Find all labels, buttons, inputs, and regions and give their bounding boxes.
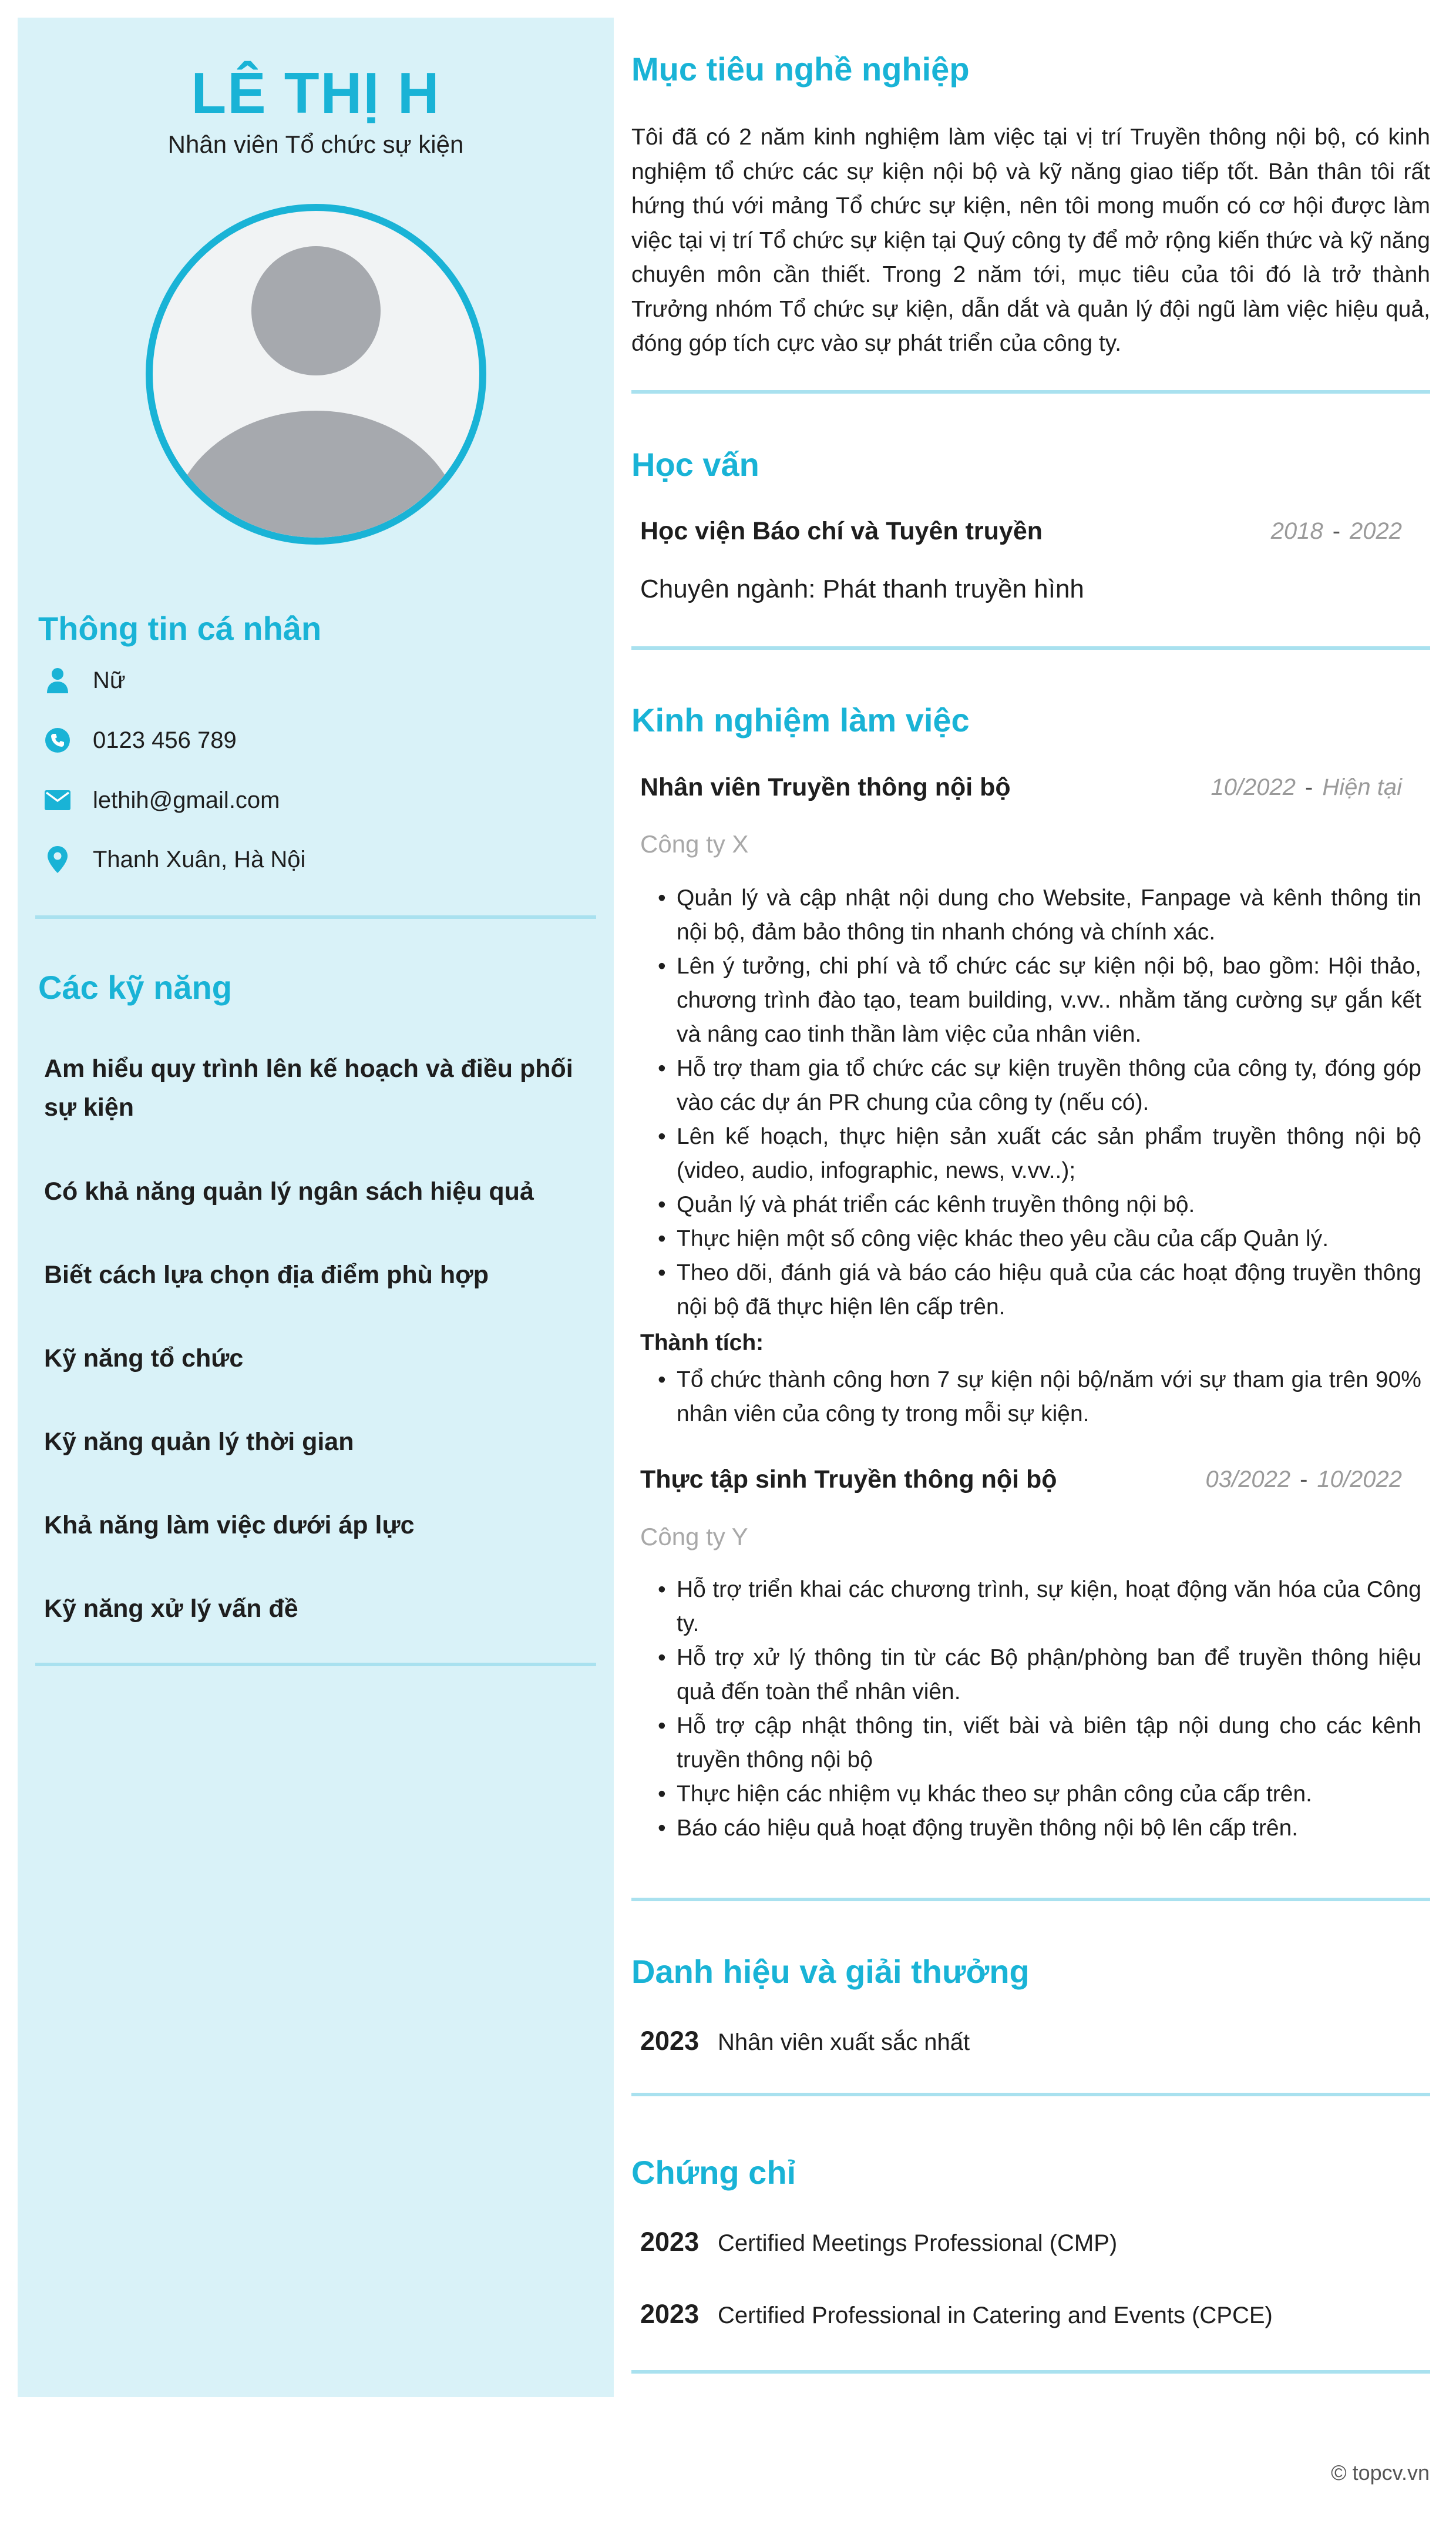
list-item: • Quản lý và cập nhật nội dung cho Website, Fanpage và kênh thông tin nội bộ, đảm bảo thông tin nhanh chóng và chính xác. xyxy=(658,881,1421,949)
list-item: • Tổ chức thành công hơn 7 sự kiện nội bộ/năm với sự tham gia trên 90% nhân viên của công ty trong mỗi sự kiện. xyxy=(658,1363,1421,1431)
job-title: Nhân viên Truyền thông nội bộ xyxy=(640,773,1011,801)
date-end: 2022 xyxy=(1350,518,1402,544)
skill-item: Biết cách lựa chọn địa điểm phù hợp xyxy=(44,1261,489,1289)
section-divider xyxy=(631,646,1430,650)
skill-item: Có khả năng quản lý ngân sách hiệu quả xyxy=(44,1177,534,1206)
list-item: • Lên kế hoạch, thực hiện sản xuất các sản phẩm truyền thông nội bộ (video, audio, infographic, news, v.vv..); xyxy=(658,1120,1421,1188)
list-item: • Quản lý và phát triển các kênh truyền thông nội bộ. xyxy=(658,1188,1421,1222)
skill-item: Khả năng làm việc dưới áp lực xyxy=(44,1511,415,1539)
list-item: • Theo dõi, đánh giá và báo cáo hiệu quả của các hoạt động truyền thông nội bộ đã thực hiện lên cấp trên. xyxy=(658,1256,1421,1324)
job-title: Thực tập sinh Truyền thông nội bộ xyxy=(640,1465,1057,1493)
list-item: • Hỗ trợ cập nhật thông tin, viết bài và biên tập nội dung cho các kênh truyền thông nội bộ xyxy=(658,1709,1421,1777)
gender-value: Nữ xyxy=(93,667,126,693)
section-divider xyxy=(631,390,1430,394)
date-end: Hiện tại xyxy=(1322,774,1402,800)
skill-item: Kỹ năng tổ chức xyxy=(44,1344,244,1372)
email-value[interactable]: lethih@gmail.com xyxy=(93,787,280,813)
experience-heading: Kinh nghiệm làm việc xyxy=(631,702,970,739)
skill-item: Am hiểu quy trình lên kế hoạch và điều phối sự kiện xyxy=(44,1055,573,1122)
list-item: • Hỗ trợ triển khai các chương trình, sự kiện, hoạt động văn hóa của Công ty. xyxy=(658,1573,1421,1641)
education-school: Học viện Báo chí và Tuyên truyền xyxy=(640,517,1043,545)
phone-value[interactable]: 0123 456 789 xyxy=(93,727,237,753)
list-item: • Hỗ trợ xử lý thông tin từ các Bộ phận/phòng ban để truyền thông hiệu quả đến toàn thể nhân viên. xyxy=(658,1641,1421,1709)
skills-heading: Các kỹ năng xyxy=(38,969,232,1006)
section-divider xyxy=(631,2370,1430,2374)
objective-text: Tôi đã có 2 năm kinh nghiệm làm việc tại vị trí Truyền thông nội bộ, có kinh nghiệm tổ chức các sự kiện nội bộ và kỹ năng giao tiếp tốt. Bản thân tôi rất hứng thú với mảng Tổ chức sự kiện, nên tôi mong muốn có cơ hội được làm việc tại vị trí Tổ chức sự kiện tại Quý công ty để mở rộng kiến thức và kỹ năng chuyên môn cần thiết. Trong 2 năm tới, mục tiêu của tôi đó là trở thành Trưởng nhóm Tổ chức sự kiện, dẫn dắt và quản lý đội ngũ làm việc hiệu quả, đóng góp tích cực vào sự phát triển của công ty. xyxy=(631,125,1430,356)
date-start: 10/2022 xyxy=(1210,774,1296,800)
candidate-title: Nhân viên Tổ chức sự kiện xyxy=(167,130,464,158)
list-item: • Báo cáo hiệu quả hoạt động truyền thông nội bộ lên cấp trên. xyxy=(658,1811,1421,1845)
email-icon xyxy=(41,784,74,817)
location-icon xyxy=(41,843,74,876)
achievements-label: Thành tích: xyxy=(640,1330,764,1355)
avatar-placeholder-body xyxy=(169,411,463,545)
certificate-item xyxy=(640,2299,1273,2330)
list-item: • Hỗ trợ tham gia tổ chức các sự kiện truyền thông của công ty, đóng góp vào các dự án PR chung của công ty (nếu có). xyxy=(658,1052,1421,1120)
date-start: 2018 xyxy=(1270,518,1323,544)
certificates-heading: Chứng chỉ xyxy=(631,2154,796,2191)
awards-heading: Danh hiệu và giải thưởng xyxy=(631,1953,1030,1990)
job-company: Công ty X xyxy=(640,830,749,858)
award-text: Nhân viên xuất sắc nhất xyxy=(718,2029,970,2055)
personal-info-heading: Thông tin cá nhân xyxy=(38,610,322,647)
section-divider xyxy=(631,1898,1430,1901)
candidate-name: LÊ THỊ H xyxy=(191,61,441,125)
date-end: 10/2022 xyxy=(1317,1466,1402,1492)
job-bullets xyxy=(658,881,1421,1324)
address-value: Thanh Xuân, Hà Nội xyxy=(93,846,306,872)
job-dates: 03/2022 - 10/2022 xyxy=(1205,1466,1402,1492)
skill-item: Kỹ năng quản lý thời gian xyxy=(44,1428,354,1456)
certificate-text: Certified Professional in Catering and Events (CPCE) xyxy=(718,2303,1273,2328)
sidebar-divider xyxy=(35,1663,596,1666)
info-address xyxy=(41,842,305,877)
education-major: Chuyên ngành: Phát thanh truyền hình xyxy=(640,575,1084,603)
certificate-year: 2023 xyxy=(640,2227,700,2257)
avatar-placeholder-head xyxy=(251,246,381,375)
info-gender xyxy=(41,663,126,698)
date-start: 03/2022 xyxy=(1205,1466,1291,1492)
sidebar-divider xyxy=(35,915,596,919)
certificate-item xyxy=(640,2227,1117,2257)
certificate-text: Certified Meetings Professional (CMP) xyxy=(718,2230,1118,2256)
phone-icon xyxy=(41,724,74,757)
job-bullets xyxy=(658,1573,1421,1845)
objective-heading: Mục tiêu nghề nghiệp xyxy=(631,51,970,88)
avatar[interactable] xyxy=(146,204,486,545)
person-icon xyxy=(41,664,74,697)
award-year: 2023 xyxy=(640,2026,700,2056)
certificate-year: 2023 xyxy=(640,2299,700,2329)
job-company: Công ty Y xyxy=(640,1523,748,1550)
education-dates: 2018 - 2022 xyxy=(1270,518,1402,544)
achievements-list xyxy=(658,1363,1421,1431)
list-item: • Thực hiện một số công việc khác theo yêu cầu của cấp Quản lý. xyxy=(658,1222,1421,1256)
job-dates: 10/2022 - Hiện tại xyxy=(1210,774,1402,800)
skill-item: Kỹ năng xử lý vấn đề xyxy=(44,1595,298,1623)
list-item: • Lên ý tưởng, chi phí và tổ chức các sự kiện nội bộ, bao gồm: Hội thảo, chương trình đào tạo, team building, v.vv.. nhằm tăng cường sự gắn kết và nâng cao tinh thần làm việc của nhân viên. xyxy=(658,949,1421,1052)
sidebar xyxy=(18,18,614,2397)
section-divider xyxy=(631,2093,1430,2096)
info-phone xyxy=(41,723,237,758)
award-item xyxy=(640,2026,970,2056)
education-heading: Học vấn xyxy=(631,446,759,483)
list-item: • Thực hiện các nhiệm vụ khác theo sự phân công của cấp trên. xyxy=(658,1777,1421,1811)
footer-credit[interactable]: © topcv.vn xyxy=(1331,2461,1430,2485)
info-email xyxy=(41,783,280,818)
